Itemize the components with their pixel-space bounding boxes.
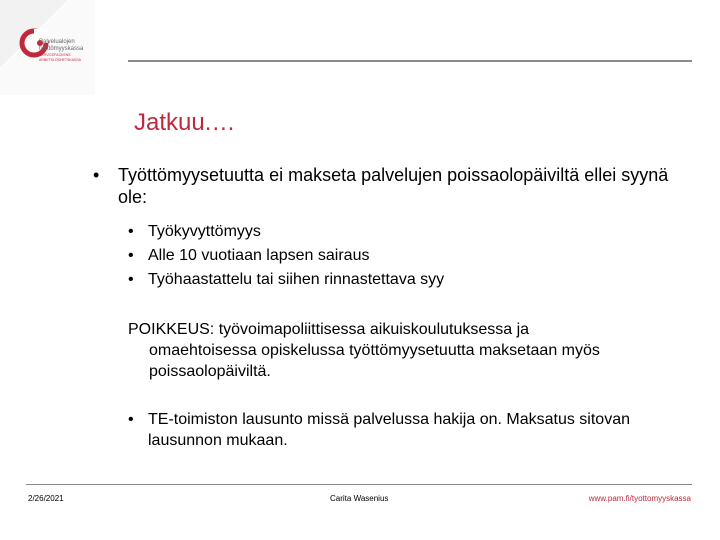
footer-url-link[interactable]: www.pam.fi/tyottomyyskassa <box>588 494 691 503</box>
sub-bullet-text: Työkyvyttömyys <box>148 223 261 240</box>
footer-divider <box>26 484 692 485</box>
exception-paragraph <box>128 319 688 382</box>
exception-first-line: POIKKEUS: työvoimapoliittisessa aikuiskoulutuksessa ja <box>128 321 530 338</box>
top-divider <box>128 60 692 62</box>
slide-title: Jatkuu.… <box>134 109 236 136</box>
sub-bullet-text: Työhaastattelu tai siihen rinnastettava syy <box>148 271 445 288</box>
bullet-icon: • <box>128 247 134 264</box>
logo-line-3: SERVICEFACKENS ARBETSLÖSHETSKASSA <box>39 53 82 62</box>
exception-rest: omaehtoisessa opiskelussa työttömyysetuutta maksetaan myös poissaolopäiviltä. <box>149 342 600 380</box>
bullet-icon: • <box>128 411 134 428</box>
logo-line-1: Palvelualojen <box>39 39 75 45</box>
bullet-icon: • <box>93 165 100 185</box>
main-bullet-text: Työttömyysetuutta ei makseta palvelujen poissaolopäiviltä ellei syynä ole: <box>118 165 669 207</box>
sub-bullet-text: Alle 10 vuotiaan lapsen sairaus <box>148 247 370 264</box>
logo-text <box>39 39 109 63</box>
logo <box>0 0 110 95</box>
footer-date: 2/26/2021 <box>28 494 64 503</box>
logo-line-2: työttömyyskassa <box>39 46 84 52</box>
footer-author: Carita Wasenius <box>330 494 389 503</box>
bullet-icon: • <box>128 223 134 240</box>
te-bullet-text: TE-toimiston lausunto missä palvelussa hakija on. Maksatus sitovan lausunnon mukaan. <box>148 411 630 449</box>
bullet-icon: • <box>128 271 134 288</box>
